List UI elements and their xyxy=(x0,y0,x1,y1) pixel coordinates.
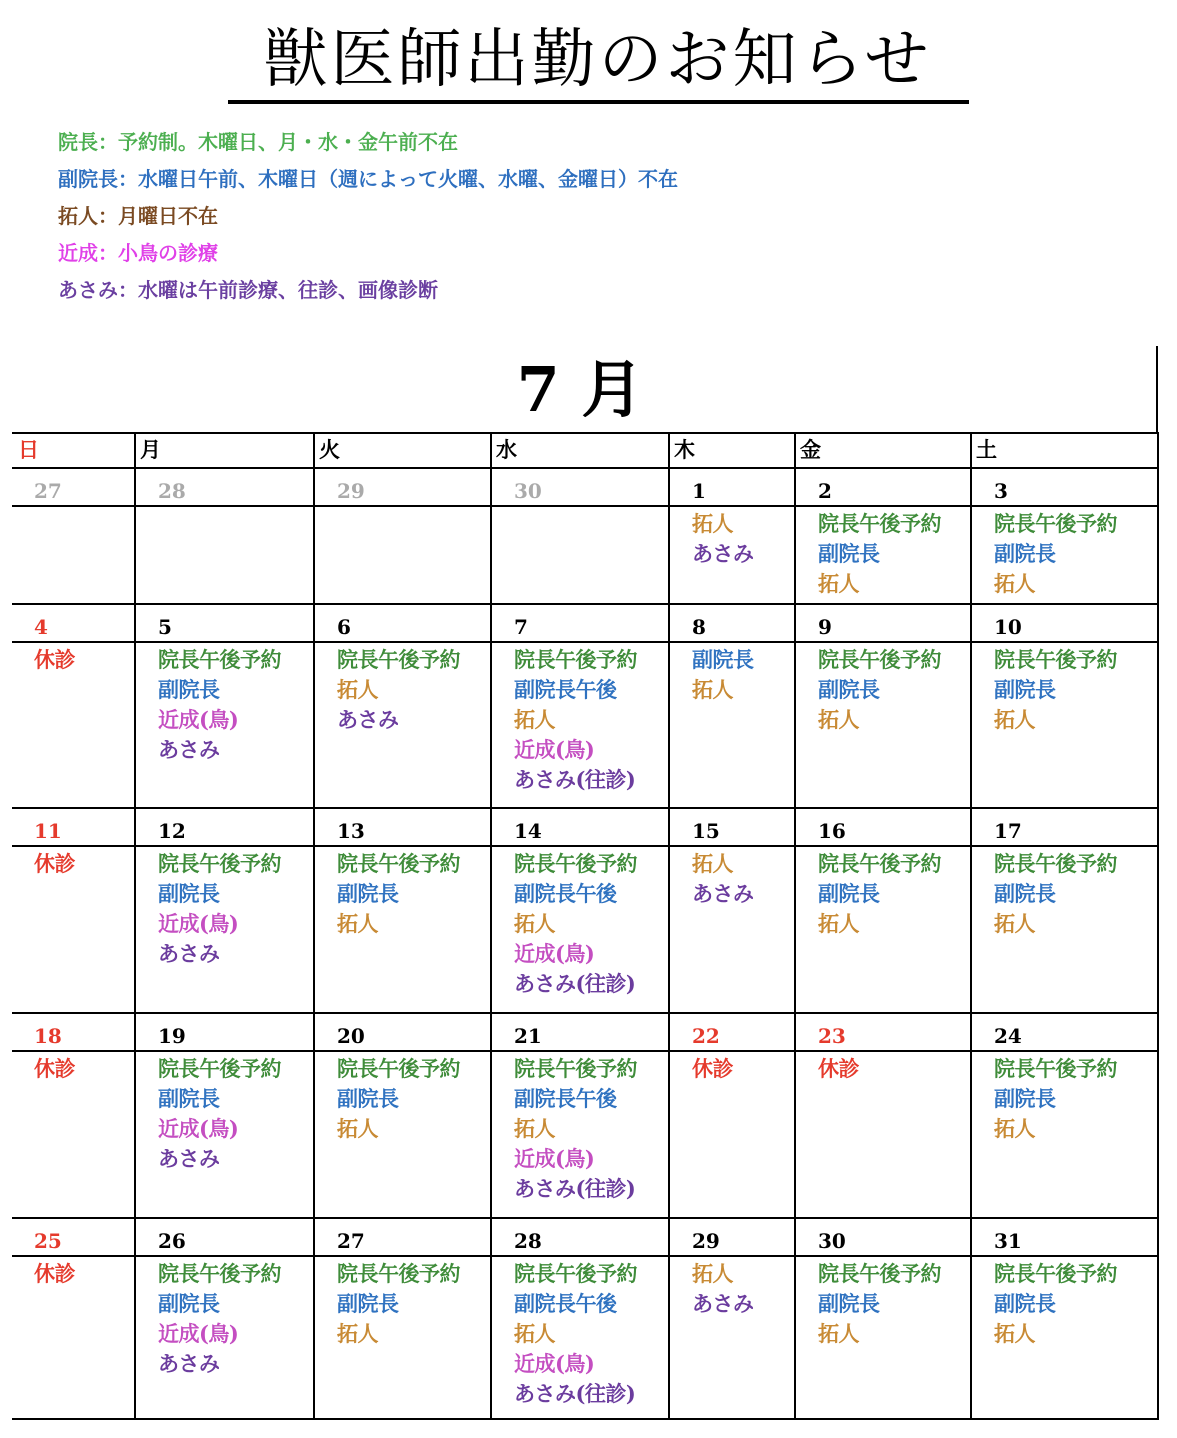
staff-entry-asami: あさみ(往診) xyxy=(514,971,636,996)
day-schedule-list xyxy=(692,509,754,569)
day-schedule-list xyxy=(818,509,941,599)
day-schedule-list xyxy=(818,849,941,939)
staff-entry-inchou: 院長午後予約 xyxy=(514,647,637,672)
staff-entry-takuto: 拓人 xyxy=(818,911,859,936)
staff-entry-takuto: 拓人 xyxy=(692,511,733,536)
day-schedule-list xyxy=(34,645,75,675)
staff-entry-asami: あさみ xyxy=(158,1146,220,1171)
staff-entry-takuto: 拓人 xyxy=(514,1116,555,1141)
weekday-header-bottom-rule xyxy=(12,467,1159,469)
week-1-bottom-rule xyxy=(12,603,1159,605)
day-number: 13 xyxy=(337,819,365,843)
staff-entry-chikanari: 近成(鳥) xyxy=(158,707,239,732)
staff-entry-fukuinchou: 副院長 xyxy=(994,881,1056,906)
staff-entry-inchou: 院長午後予約 xyxy=(994,1261,1117,1286)
day-number: 28 xyxy=(514,1229,542,1253)
day-schedule-list xyxy=(514,1054,637,1204)
staff-entry-takuto: 拓人 xyxy=(337,1116,378,1141)
staff-entry-inchou: 院長午後予約 xyxy=(514,1056,637,1081)
column-rule xyxy=(794,432,796,1420)
day-number: 19 xyxy=(158,1024,186,1048)
staff-entry-fukuinchou: 副院長 xyxy=(158,881,220,906)
staff-entry-chikanari: 近成(鳥) xyxy=(514,1146,595,1171)
legend-item-takuto: 拓人：月曜日不在 xyxy=(58,204,218,228)
staff-entry-inchou: 院長午後予約 xyxy=(514,851,637,876)
staff-entry-fukuinchou: 副院長 xyxy=(158,677,220,702)
column-rule xyxy=(1157,432,1159,1420)
day-number: 15 xyxy=(692,819,720,843)
day-schedule-list xyxy=(158,1054,281,1174)
staff-entry-takuto: 拓人 xyxy=(994,1116,1035,1141)
day-number: 8 xyxy=(692,615,706,639)
day-number: 26 xyxy=(158,1229,186,1253)
closed-badge: 休診 xyxy=(34,1056,75,1081)
day-number: 29 xyxy=(337,479,365,503)
day-schedule-list xyxy=(34,1054,75,1084)
staff-entry-fukuinchou: 副院長 xyxy=(818,1291,880,1316)
day-schedule-list xyxy=(692,1259,754,1319)
weekday-header-top-rule xyxy=(12,432,1159,434)
staff-entry-asami: あさみ(往診) xyxy=(514,1176,636,1201)
staff-entry-inchou: 院長午後予約 xyxy=(994,511,1117,536)
closed-badge: 休診 xyxy=(34,1261,75,1286)
title-underline xyxy=(228,100,969,104)
column-rule xyxy=(970,432,972,1420)
staff-entry-fukuinchou: 副院長 xyxy=(337,1086,399,1111)
day-number: 1 xyxy=(692,479,706,503)
staff-entry-inchou: 院長午後予約 xyxy=(994,1056,1117,1081)
day-schedule-list xyxy=(34,1259,75,1289)
day-schedule-list xyxy=(994,645,1117,735)
day-schedule-list xyxy=(514,645,637,795)
day-number: 22 xyxy=(692,1024,720,1048)
day-number: 25 xyxy=(34,1229,62,1253)
day-number: 2 xyxy=(818,479,832,503)
day-schedule-list xyxy=(158,645,281,765)
staff-entry-chikanari: 近成(鳥) xyxy=(158,1321,239,1346)
week-2-bottom-rule xyxy=(12,807,1159,809)
staff-entry-fukuinchou: 副院長 xyxy=(994,677,1056,702)
staff-entry-asami: あさみ xyxy=(158,1351,220,1376)
legend-item-chikanari: 近成：小鳥の診療 xyxy=(58,241,218,265)
day-number: 21 xyxy=(514,1024,542,1048)
column-rule xyxy=(134,432,136,1420)
closed-badge: 休診 xyxy=(818,1056,859,1081)
staff-entry-inchou: 院長午後予約 xyxy=(337,1261,460,1286)
staff-entry-fukuinchou: 副院長 xyxy=(818,677,880,702)
staff-entry-takuto: 拓人 xyxy=(692,851,733,876)
staff-entry-chikanari: 近成(鳥) xyxy=(514,941,595,966)
day-number: 31 xyxy=(994,1229,1022,1253)
closed-badge: 休診 xyxy=(34,851,75,876)
staff-entry-fukuinchou: 副院長 xyxy=(818,881,880,906)
day-schedule-list xyxy=(34,849,75,879)
day-number: 10 xyxy=(994,615,1022,639)
weekday-label: 木 xyxy=(674,437,695,462)
day-number: 11 xyxy=(34,819,62,843)
week-5-date-row-rule xyxy=(12,1255,1159,1257)
week-5-bottom-rule xyxy=(12,1418,1159,1420)
day-number: 30 xyxy=(818,1229,846,1253)
day-number: 14 xyxy=(514,819,542,843)
day-schedule-list xyxy=(514,849,637,999)
day-number: 5 xyxy=(158,615,172,639)
day-number: 23 xyxy=(818,1024,846,1048)
week-4-bottom-rule xyxy=(12,1217,1159,1219)
staff-entry-fukuinchou: 副院長午後 xyxy=(514,881,617,906)
staff-entry-fukuinchou: 副院長午後 xyxy=(514,677,617,702)
staff-entry-asami: あさみ xyxy=(158,737,220,762)
staff-entry-takuto: 拓人 xyxy=(514,1321,555,1346)
staff-entry-asami: あさみ xyxy=(692,541,754,566)
day-schedule-list xyxy=(818,645,941,735)
staff-entry-asami: あさみ(往診) xyxy=(514,1381,636,1406)
day-schedule-list xyxy=(514,1259,637,1409)
day-number: 16 xyxy=(818,819,846,843)
day-schedule-list xyxy=(337,849,460,939)
staff-entry-asami: あさみ xyxy=(692,1291,754,1316)
day-schedule-list xyxy=(337,1054,460,1144)
staff-entry-takuto: 拓人 xyxy=(514,707,555,732)
day-number: 7 xyxy=(514,615,528,639)
weekday-label: 火 xyxy=(319,437,340,462)
week-4-date-row-rule xyxy=(12,1050,1159,1052)
staff-entry-takuto: 拓人 xyxy=(692,677,733,702)
day-schedule-list xyxy=(692,645,754,705)
day-number: 18 xyxy=(34,1024,62,1048)
weekday-label: 水 xyxy=(496,437,517,462)
staff-entry-asami: あさみ xyxy=(692,881,754,906)
staff-entry-inchou: 院長午後予約 xyxy=(337,647,460,672)
staff-entry-inchou: 院長午後予約 xyxy=(994,647,1117,672)
staff-entry-inchou: 院長午後予約 xyxy=(818,647,941,672)
day-schedule-list xyxy=(692,1054,733,1084)
day-schedule-list xyxy=(994,509,1117,599)
staff-entry-takuto: 拓人 xyxy=(514,911,555,936)
staff-entry-fukuinchou: 副院長 xyxy=(337,881,399,906)
staff-entry-chikanari: 近成(鳥) xyxy=(514,737,595,762)
day-number: 3 xyxy=(994,479,1008,503)
day-schedule-list xyxy=(818,1054,859,1084)
staff-entry-inchou: 院長午後予約 xyxy=(158,1056,281,1081)
day-number: 9 xyxy=(818,615,832,639)
staff-entry-takuto: 拓人 xyxy=(818,707,859,732)
day-number: 20 xyxy=(337,1024,365,1048)
staff-entry-inchou: 院長午後予約 xyxy=(158,1261,281,1286)
staff-entry-fukuinchou: 副院長 xyxy=(994,1291,1056,1316)
day-number: 30 xyxy=(514,479,542,503)
column-rule xyxy=(668,432,670,1420)
staff-entry-takuto: 拓人 xyxy=(337,1321,378,1346)
staff-entry-chikanari: 近成(鳥) xyxy=(158,1116,239,1141)
staff-entry-fukuinchou: 副院長 xyxy=(994,1086,1056,1111)
staff-entry-fukuinchou: 副院長 xyxy=(692,647,754,672)
staff-entry-inchou: 院長午後予約 xyxy=(337,851,460,876)
staff-entry-inchou: 院長午後予約 xyxy=(337,1056,460,1081)
staff-entry-fukuinchou: 副院長 xyxy=(994,541,1056,566)
staff-entry-inchou: 院長午後予約 xyxy=(994,851,1117,876)
day-number: 27 xyxy=(337,1229,365,1253)
day-schedule-list xyxy=(337,645,460,735)
staff-entry-inchou: 院長午後予約 xyxy=(818,511,941,536)
day-schedule-list xyxy=(692,849,754,909)
staff-entry-takuto: 拓人 xyxy=(337,677,378,702)
day-number: 27 xyxy=(34,479,62,503)
staff-entry-inchou: 院長午後予約 xyxy=(818,851,941,876)
weekday-label: 土 xyxy=(976,437,997,462)
staff-entry-takuto: 拓人 xyxy=(994,707,1035,732)
day-number: 24 xyxy=(994,1024,1022,1048)
staff-entry-takuto: 拓人 xyxy=(994,1321,1035,1346)
day-number: 17 xyxy=(994,819,1022,843)
column-rule xyxy=(490,432,492,1420)
legend-item-inchou: 院長：予約制。木曜日、月・水・金午前不在 xyxy=(58,130,458,154)
staff-entry-fukuinchou: 副院長 xyxy=(158,1086,220,1111)
closed-badge: 休診 xyxy=(34,647,75,672)
weekday-label: 月 xyxy=(140,437,161,462)
staff-entry-fukuinchou: 副院長 xyxy=(337,1291,399,1316)
week-3-bottom-rule xyxy=(12,1012,1159,1014)
staff-entry-takuto: 拓人 xyxy=(818,571,859,596)
day-number: 28 xyxy=(158,479,186,503)
day-number: 12 xyxy=(158,819,186,843)
staff-entry-fukuinchou: 副院長 xyxy=(158,1291,220,1316)
staff-entry-chikanari: 近成(鳥) xyxy=(158,911,239,936)
staff-entry-asami: あさみ(往診) xyxy=(514,767,636,792)
staff-legend xyxy=(58,124,678,309)
day-schedule-list xyxy=(818,1259,941,1349)
staff-entry-takuto: 拓人 xyxy=(818,1321,859,1346)
staff-entry-chikanari: 近成(鳥) xyxy=(514,1351,595,1376)
week-2-date-row-rule xyxy=(12,641,1159,643)
staff-entry-takuto: 拓人 xyxy=(692,1261,733,1286)
staff-entry-asami: あさみ xyxy=(337,707,399,732)
day-number: 6 xyxy=(337,615,351,639)
staff-entry-fukuinchou: 副院長 xyxy=(818,541,880,566)
day-schedule-list xyxy=(994,1259,1117,1349)
day-schedule-list xyxy=(994,849,1117,939)
staff-entry-takuto: 拓人 xyxy=(337,911,378,936)
legend-item-fukuinchou: 副院長：水曜日午前、木曜日（週によって火曜、水曜、金曜日）不在 xyxy=(58,167,678,191)
closed-badge: 休診 xyxy=(692,1056,733,1081)
day-schedule-list xyxy=(158,1259,281,1379)
day-number: 4 xyxy=(34,615,48,639)
day-schedule-list xyxy=(994,1054,1117,1144)
staff-entry-inchou: 院長午後予約 xyxy=(158,851,281,876)
staff-entry-inchou: 院長午後予約 xyxy=(158,647,281,672)
staff-entry-inchou: 院長午後予約 xyxy=(514,1261,637,1286)
column-rule xyxy=(313,432,315,1420)
day-number: 29 xyxy=(692,1229,720,1253)
day-schedule-list xyxy=(158,849,281,969)
month-title: 7 月 xyxy=(516,353,644,426)
page-title: 獣医師出勤のお知らせ xyxy=(263,23,932,97)
week-1-date-row-rule xyxy=(12,505,1159,507)
staff-entry-takuto: 拓人 xyxy=(994,911,1035,936)
weekday-label: 金 xyxy=(800,437,821,462)
staff-entry-inchou: 院長午後予約 xyxy=(818,1261,941,1286)
week-3-date-row-rule xyxy=(12,845,1159,847)
staff-entry-asami: あさみ xyxy=(158,941,220,966)
staff-entry-fukuinchou: 副院長午後 xyxy=(514,1086,617,1111)
legend-item-asami: あさみ：水曜は午前診療、往診、画像診断 xyxy=(58,278,438,302)
staff-entry-fukuinchou: 副院長午後 xyxy=(514,1291,617,1316)
staff-entry-takuto: 拓人 xyxy=(994,571,1035,596)
weekday-label: 日 xyxy=(18,437,39,462)
day-schedule-list xyxy=(337,1259,460,1349)
